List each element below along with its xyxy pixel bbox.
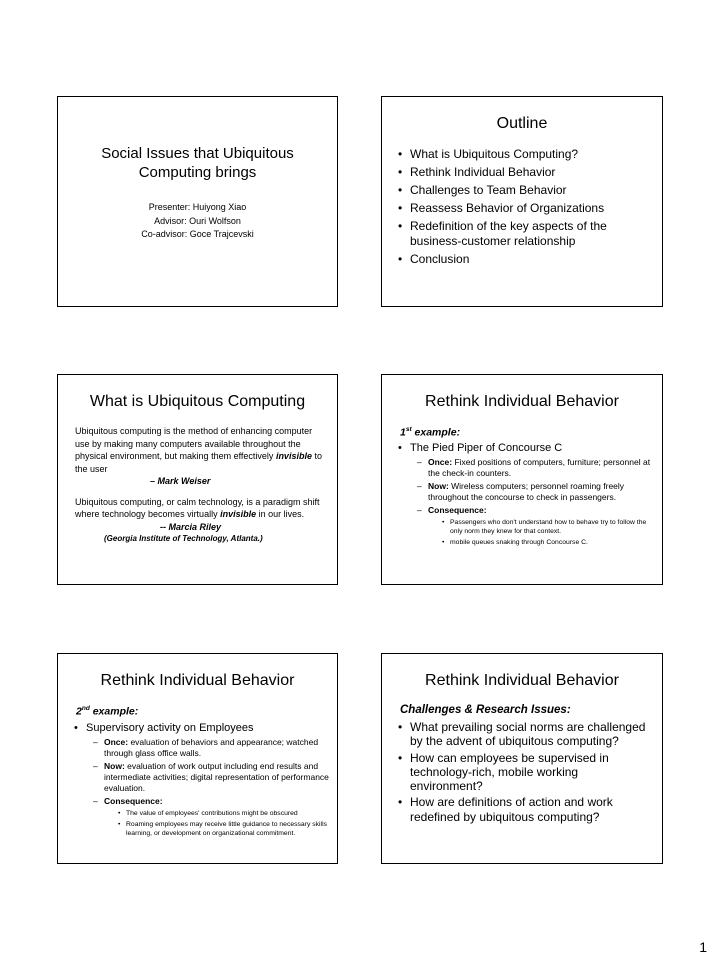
slide-heading: Rethink Individual Behavior [100, 672, 295, 689]
list-item: • Rethink Individual Behavior [396, 165, 654, 180]
quote-weiser: Ubiquitous computing is the method of enhancing computer use by making many computers available throughout the physical environment, but making them effectively invisible to the user [75, 426, 322, 474]
consequence-item: – Consequence: • The value of employees' contributions might be obscured • Roaming employees may receive little guidance to necessary skills learning, or development on organizational commitment. [86, 796, 331, 838]
example-label: 1st example: [400, 426, 461, 439]
list-item: • Challenges to Team Behavior [396, 183, 654, 198]
once-item: – Once: Fixed positions of computers, furniture; personnel at the check-in counters. [410, 457, 656, 479]
list-item: • The Pied Piper of Concourse C – Once: Fixed positions of computers, furniture; personnel at the check-in counters. – Now: Wireless computers; personnel roaming freely throughout the concourse to check in passengers. – Consequence: • Passengers who don't understand how to behave try to follow the only norm they knew for that context. • mobile queues snaking through Concourse C. [396, 441, 656, 547]
coadvisor-line: Co-advisor: Goce Trajcevski [141, 229, 254, 239]
consequence-detail: • Passengers who don't understand how to behave try to follow the only norm they knew for that context. [428, 518, 656, 536]
attribution-weiser: – Mark Weiser [150, 476, 211, 486]
credits [58, 201, 337, 242]
now-item: – Now: evaluation of work output including end results and intermediate activities; digital representation of performance evaluation. [86, 761, 331, 794]
outline-list [396, 147, 654, 270]
example-tree [72, 721, 331, 838]
quote-riley: Ubiquitous computing, or calm technology, is a paradigm shift where technology becomes virtually invisible in our lives. [75, 496, 320, 519]
slide-definition [57, 374, 338, 585]
now-item: – Now: Wireless computers; personnel roaming freely throughout the concourse to check in passengers. [410, 481, 656, 503]
slide-individual-2 [57, 653, 338, 864]
consequence-detail: • mobile queues snaking through Concourse C. [428, 538, 656, 547]
consequence-item: – Consequence: • Passengers who don't understand how to behave try to follow the only norm they knew for that context. • mobile queues snaking through Concourse C. [410, 505, 656, 547]
slide-individual-1 [381, 374, 663, 585]
once-item: – Once: evaluation of behaviors and appearance; watched through glass office walls. [86, 737, 331, 759]
slide-title [57, 96, 338, 307]
list-item: • Conclusion [396, 252, 654, 267]
list-item: • Supervisory activity on Employees – Once: evaluation of behaviors and appearance; watched through glass office walls. – Now: evaluation of work output including end results and intermediate activities; digital representation of performance evaluation. – Consequence: • The value of employees' contributions might be obscured • Roaming employees may receive little guidance to necessary skills learning, or development on organizational commitment. [72, 721, 331, 838]
slide-outline [381, 96, 663, 307]
slide-heading: Rethink Individual Behavior [425, 672, 619, 689]
example-tree [396, 441, 656, 547]
slide-heading: Outline [496, 115, 548, 132]
advisor-line: Advisor: Ouri Wolfson [154, 215, 241, 226]
list-item: • Redefinition of the key aspects of the business-customer relationship [396, 219, 654, 249]
challenges-heading: Challenges & Research Issues: [400, 704, 571, 716]
list-item: • How can employees be supervised in technology-rich, mobile working environment? [396, 751, 652, 794]
list-item: • How are definitions of action and work redefined by ubiquitous computing? [396, 795, 652, 824]
challenges-list [396, 720, 652, 826]
definition-body [75, 425, 329, 546]
slide-heading: Social Issues that Ubiquitous Computing brings [101, 145, 294, 181]
presenter-line: Presenter: Huiyong Xiao [148, 202, 247, 212]
example-label: 2nd example: [76, 705, 139, 718]
attribution-riley-org: (Georgia Institute of Technology, Atlanta.) [104, 534, 263, 543]
attribution-riley: -- Marcia Riley [160, 521, 222, 532]
list-item: • Reassess Behavior of Organizations [396, 201, 654, 216]
list-item: • What is Ubiquitous Computing? [396, 147, 654, 162]
slide-challenges [381, 653, 663, 864]
consequence-detail: • The value of employees' contributions might be obscured [104, 809, 331, 818]
consequence-detail: • Roaming employees may receive little guidance to necessary skills learning, or development on organizational commitment. [104, 820, 331, 838]
list-item: • What prevailing social norms are challenged by the advent of ubiquitous computing? [396, 720, 652, 749]
page-number: 1 [699, 939, 707, 955]
slide-heading: What is Ubiquitous Computing [89, 393, 306, 410]
slide-heading: Rethink Individual Behavior [425, 393, 619, 410]
